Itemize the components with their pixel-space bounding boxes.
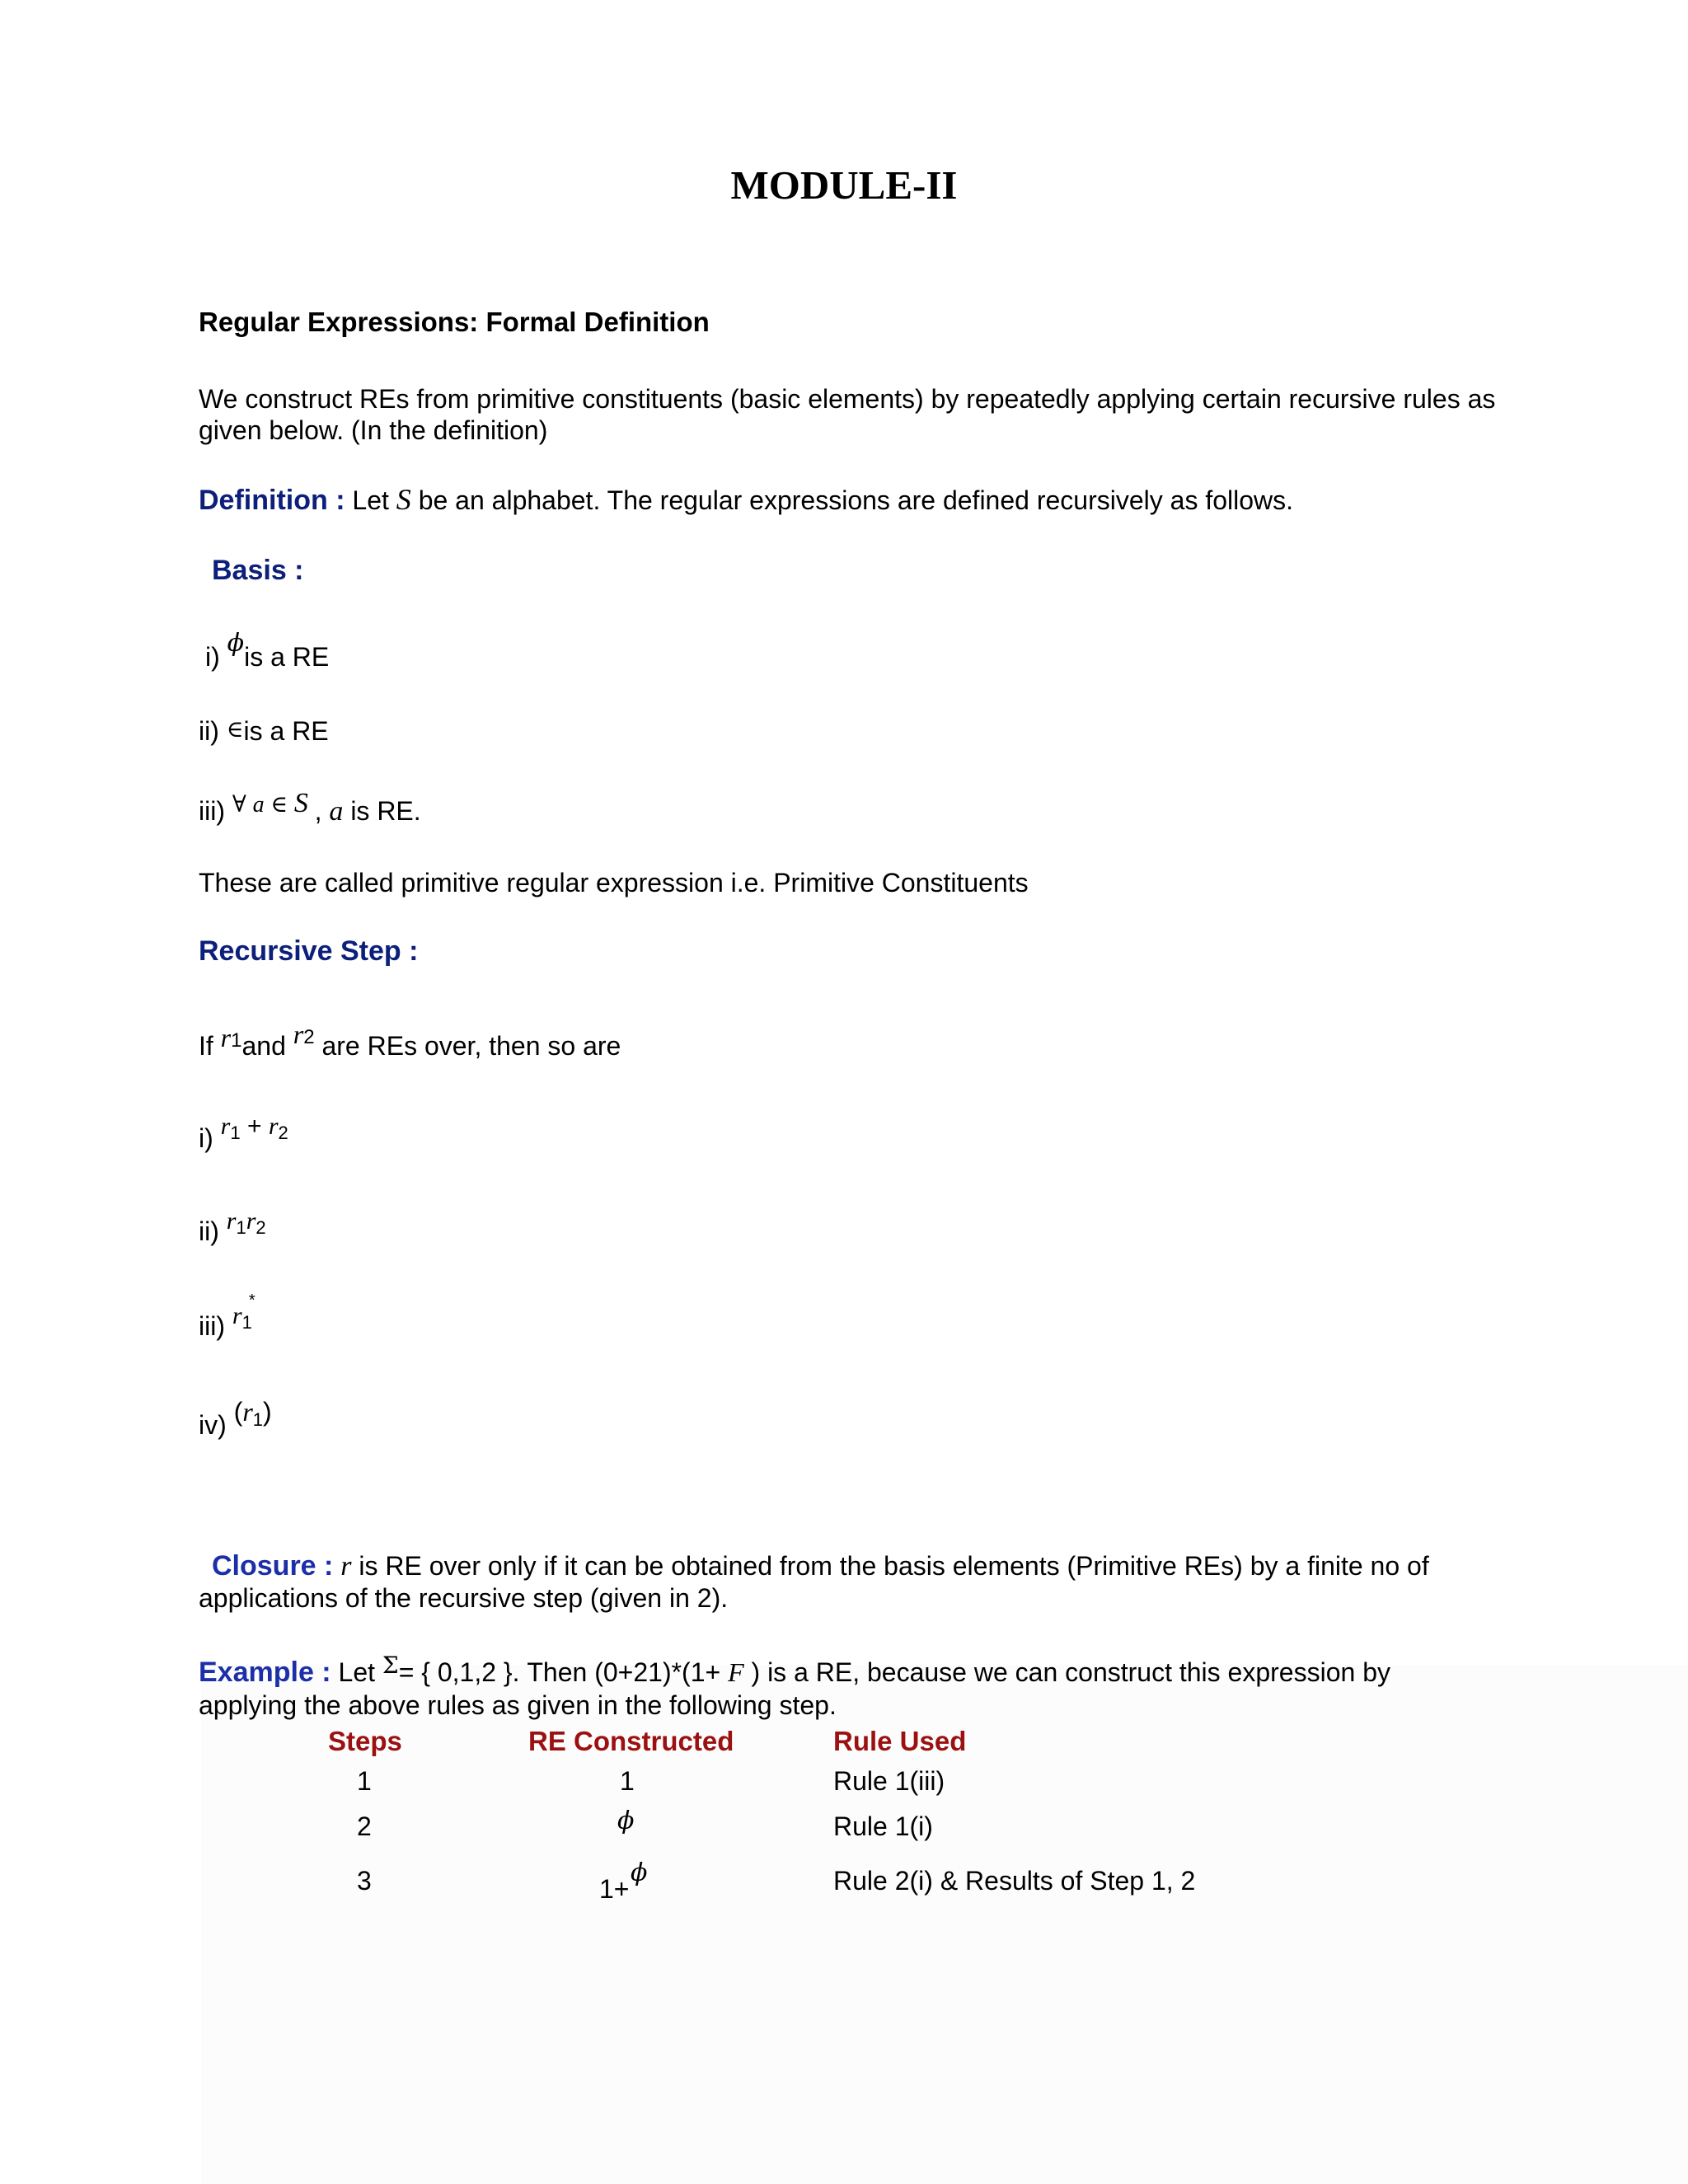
table-header-re-constructed: RE Constructed [528, 1726, 734, 1756]
intro-line-2: given below. (In the definition) [199, 415, 548, 445]
table-cell-step: 2 [357, 1811, 372, 1841]
recursive-intro-rest: are REs over, then so are [321, 1031, 621, 1061]
section-heading: Regular Expressions: Formal Definition [199, 307, 710, 337]
example-paragraph [199, 1652, 1390, 1721]
r1-plus-r2-expression: $r_1 + r_2$ [220, 1113, 288, 1143]
table-cell-re-phi: ϕ [617, 1807, 635, 1835]
var-a: a [252, 792, 265, 818]
basis-item-3-text: is RE. [350, 796, 421, 826]
table-cell-step: 1 [357, 1766, 372, 1796]
basis-heading: Basis : [212, 555, 304, 586]
r1-symbol: r1 [220, 1023, 242, 1052]
closure-paragraph [199, 1550, 1429, 1614]
sigma-symbol: Σ [382, 1652, 399, 1679]
definition-var: S [396, 483, 411, 516]
var-s: S [293, 788, 308, 818]
definition-pre: Let [352, 485, 389, 515]
forall-symbol: ∀ [232, 790, 246, 818]
recursive-item-4 [199, 1397, 272, 1449]
epsilon-symbol: ∈ [226, 715, 244, 743]
example-line-2: applying the above rules as given in the following step. [199, 1690, 837, 1720]
phi-symbol: ϕ [227, 629, 245, 658]
parenthesized-r1-expression: $(r_1)$ [233, 1397, 272, 1430]
basis-item-1-text: is a RE [244, 642, 330, 672]
table-cell-rule: Rule 1(i) [833, 1811, 933, 1841]
table-cell-rule: Rule 1(iii) [833, 1766, 945, 1796]
intro-line-1: We construct REs from primitive constituents (basic elements) by repeatedly applying certain recursive rules as [199, 384, 1496, 414]
recursive-item-2 [199, 1207, 266, 1255]
if-word: If [199, 1031, 213, 1061]
definition-paragraph [199, 484, 1293, 516]
closure-line-2: applications of the recursive step (given in 2). [199, 1583, 729, 1613]
recursive-step-heading: Recursive Step : [199, 935, 419, 967]
recursive-item-2-num: ii) [199, 1216, 219, 1246]
recursive-item-1-num: i) [199, 1123, 213, 1153]
closure-label: Closure : [212, 1550, 334, 1582]
example-line-1 [199, 1652, 1390, 1690]
page-title: MODULE-II [730, 162, 958, 208]
and-word: and [241, 1031, 286, 1061]
r1-star-expression: $r_1^*$ [232, 1291, 256, 1333]
closure-line-1 [199, 1550, 1429, 1582]
table-cell-re-1plus: 1+ [599, 1874, 630, 1904]
table-cell-re: 1 [620, 1766, 635, 1796]
table-header-steps: Steps [328, 1726, 402, 1756]
table-cell-step: 3 [357, 1866, 372, 1896]
forall-expression [232, 788, 315, 818]
primitive-note: These are called primitive regular expression i.e. Primitive Constituents [199, 868, 1029, 898]
basis-item-2-text: is a RE [243, 716, 329, 746]
example-pre: Let [338, 1657, 375, 1687]
recursive-item-3-num: iii) [199, 1311, 225, 1341]
definition-text: be an alphabet. The regular expressions are defined recursively as follows. [418, 485, 1294, 515]
basis-item-1-num: i) [205, 642, 220, 672]
recursive-item-3 [199, 1291, 259, 1350]
example-label: Example : [199, 1657, 331, 1688]
closure-line-1-text: is RE over only if it can be obtained from the basis elements (Primitive REs) by a finite no of [359, 1551, 1429, 1581]
recursive-item-1 [199, 1113, 288, 1162]
intro-paragraph [199, 383, 1495, 446]
basis-item-2-num: ii) [199, 716, 219, 746]
example-mid: = { 0,1,2 }. Then (0+21)*(1+ [398, 1657, 721, 1687]
basis-item-3 [199, 788, 421, 829]
recursive-intro [199, 1019, 621, 1065]
basis-item-2 [199, 715, 329, 748]
basis-item-3-num: iii) [199, 796, 225, 826]
table-cell-rule: Rule 2(i) & Results of Step 1, 2 [833, 1866, 1196, 1896]
table-header-rule-used: Rule Used [833, 1726, 967, 1756]
example-var-f: F [728, 1657, 744, 1687]
r1-r2-concat-expression: $r_1r_2$ [226, 1207, 266, 1238]
comma: , [314, 796, 322, 826]
recursive-item-4-num: iv) [199, 1410, 227, 1440]
example-post: ) is a RE, because we can construct this expression by [751, 1657, 1390, 1687]
r2-symbol: r2 [293, 1019, 315, 1049]
table-cell-re-phi: ϕ [631, 1858, 648, 1887]
closure-var: r [340, 1551, 352, 1582]
var-a-2: a [329, 796, 344, 827]
definition-label: Definition : [199, 485, 345, 516]
element-of-symbol: ∈ [270, 790, 288, 818]
basis-item-1 [205, 629, 330, 674]
